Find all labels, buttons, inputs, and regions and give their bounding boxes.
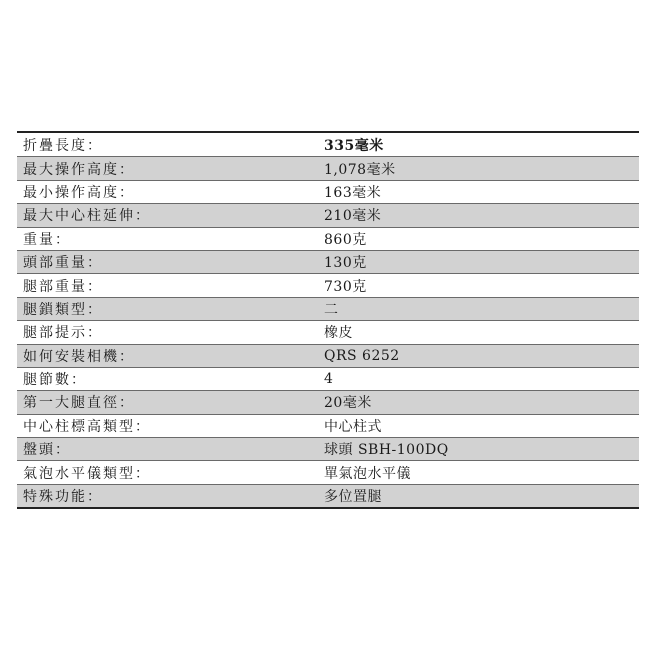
spec-label: 腿節數： bbox=[23, 372, 87, 389]
spec-label: 最大中心柱延伸： bbox=[23, 208, 151, 225]
spec-row bbox=[17, 460, 639, 483]
spec-row bbox=[17, 320, 639, 343]
spec-value: 4 bbox=[324, 371, 334, 388]
spec-table bbox=[17, 131, 639, 509]
spec-value: 多位置腿 bbox=[324, 489, 382, 506]
spec-row bbox=[17, 227, 639, 250]
spec-label: 腿部重量： bbox=[23, 278, 103, 295]
spec-label: 腿鎖類型： bbox=[23, 301, 103, 318]
spec-label: 最小操作高度： bbox=[23, 184, 135, 201]
spec-value: QRS 6252 bbox=[324, 347, 400, 364]
spec-label: 頭部重量： bbox=[23, 255, 103, 272]
spec-value: 860克 bbox=[324, 231, 367, 248]
spec-value: 1,078毫米 bbox=[324, 161, 396, 178]
spec-value: 163毫米 bbox=[324, 184, 382, 201]
spec-label: 最大操作高度： bbox=[23, 161, 135, 178]
spec-value: 球頭 SBH-100DQ bbox=[324, 442, 449, 459]
spec-value: 二 bbox=[324, 301, 339, 318]
spec-value: 20毫米 bbox=[324, 395, 372, 412]
spec-row bbox=[17, 484, 639, 507]
spec-value: 335毫米 bbox=[324, 137, 384, 154]
spec-row bbox=[17, 437, 639, 460]
spec-label: 中心柱標高類型： bbox=[23, 418, 151, 435]
spec-row bbox=[17, 414, 639, 437]
spec-value: 210毫米 bbox=[324, 208, 382, 225]
spec-row bbox=[17, 250, 639, 273]
spec-row bbox=[17, 133, 639, 156]
spec-value: 橡皮 bbox=[324, 325, 353, 342]
spec-label: 重量： bbox=[23, 231, 71, 248]
spec-row bbox=[17, 156, 639, 179]
spec-label: 腿部提示： bbox=[23, 325, 103, 342]
spec-row bbox=[17, 367, 639, 390]
spec-row bbox=[17, 297, 639, 320]
spec-label: 氣泡水平儀類型： bbox=[23, 465, 151, 482]
spec-row bbox=[17, 180, 639, 203]
spec-row bbox=[17, 203, 639, 226]
spec-label: 盤頭： bbox=[23, 442, 71, 459]
spec-label: 第一大腿直徑： bbox=[23, 395, 135, 412]
spec-value: 中心柱式 bbox=[324, 418, 382, 435]
spec-label: 特殊功能： bbox=[23, 489, 103, 506]
spec-value: 730克 bbox=[324, 278, 367, 295]
spec-row bbox=[17, 273, 639, 296]
spec-row bbox=[17, 390, 639, 413]
spec-label: 折疊長度： bbox=[23, 137, 103, 154]
spec-value: 單氣泡水平儀 bbox=[324, 465, 411, 482]
spec-row bbox=[17, 344, 639, 367]
spec-label: 如何安裝相機： bbox=[23, 348, 135, 365]
spec-value: 130克 bbox=[324, 255, 367, 272]
